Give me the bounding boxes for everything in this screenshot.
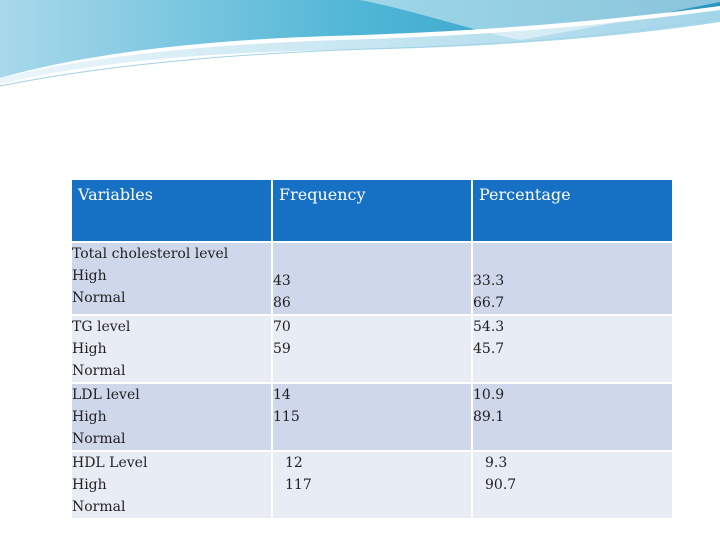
- percentage-value: 66.7: [473, 295, 505, 311]
- variable-cell: [72, 315, 272, 383]
- frequency-cell: [272, 242, 472, 315]
- frequency-value: 59: [273, 341, 291, 357]
- percentage-value: 10.9: [473, 387, 505, 403]
- results-table: [72, 180, 672, 518]
- category-label: High: [72, 268, 107, 284]
- variable-cell: [72, 451, 272, 518]
- category-label: High: [72, 409, 107, 425]
- variable-cell: [72, 383, 272, 451]
- frequency-value: 70: [273, 319, 291, 335]
- table-row: [72, 383, 672, 451]
- frequency-value: 43: [273, 273, 291, 289]
- percentage-cell: [472, 383, 672, 451]
- table-row: [72, 242, 672, 315]
- percentage-cell: [472, 242, 672, 315]
- decorative-banner: [0, 0, 720, 90]
- variable-name: LDL level: [72, 387, 140, 403]
- header-variables: Variables: [72, 180, 272, 242]
- variable-name: Total cholesterol level: [72, 246, 229, 262]
- percentage-value: 33.3: [473, 273, 505, 289]
- category-label: Normal: [72, 363, 126, 379]
- frequency-cell: [272, 451, 472, 518]
- frequency-value: 115: [273, 409, 300, 425]
- percentage-value: 45.7: [473, 341, 505, 357]
- frequency-value: 14: [273, 387, 291, 403]
- percentage-value: 90.7: [485, 477, 517, 493]
- category-label: Normal: [72, 431, 126, 447]
- percentage-value: 9.3: [485, 455, 508, 471]
- frequency-value: 86: [273, 295, 291, 311]
- frequency-value: 117: [285, 477, 312, 493]
- percentage-cell: [472, 451, 672, 518]
- frequency-cell: [272, 383, 472, 451]
- variable-name: TG level: [72, 319, 131, 335]
- frequency-value: 12: [285, 455, 303, 471]
- percentage-value: 89.1: [473, 409, 505, 425]
- table-row: [72, 315, 672, 383]
- header-frequency: Frequency: [272, 180, 472, 242]
- variable-cell: [72, 242, 272, 315]
- category-label: High: [72, 341, 107, 357]
- variable-name: HDL Level: [72, 455, 148, 471]
- percentage-cell: [472, 315, 672, 383]
- table-row: [72, 451, 672, 518]
- category-label: High: [72, 477, 107, 493]
- category-label: Normal: [72, 290, 126, 306]
- frequency-cell: [272, 315, 472, 383]
- percentage-value: 54.3: [473, 319, 505, 335]
- header-percentage: Percentage: [472, 180, 672, 242]
- category-label: Normal: [72, 499, 126, 515]
- header-row: [72, 180, 672, 242]
